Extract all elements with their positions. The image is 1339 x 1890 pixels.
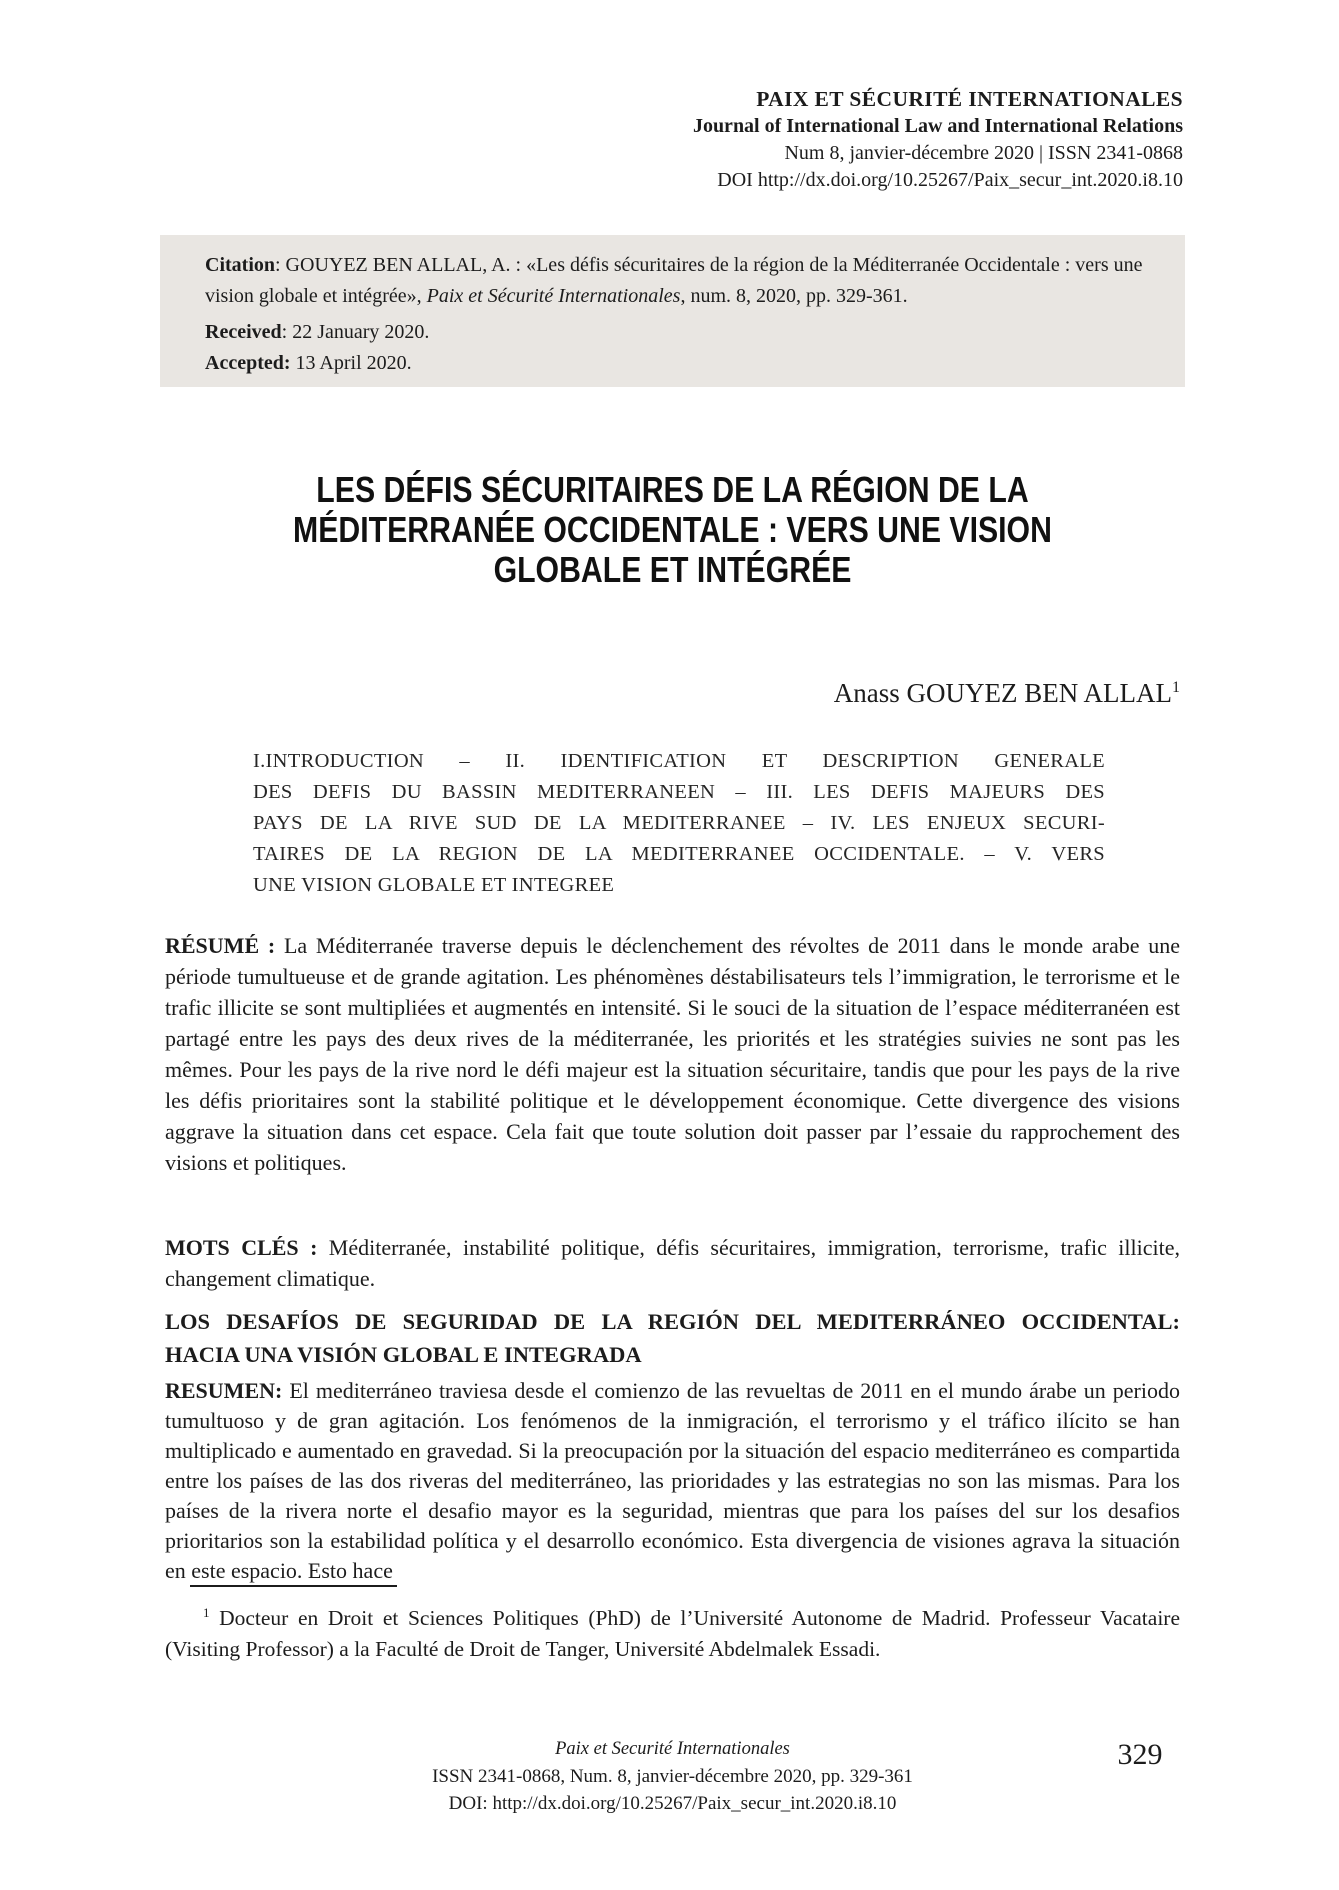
- page-number: 329: [1117, 1738, 1163, 1771]
- abstract-spanish-text: El mediterráneo traviesa desde el comienzo de las revueltas de 2011 en el mundo árabe un periodo tumultuoso y de gran agitación. Los fenómenos de la inmigración, el terrorismo y el tráfico ilícito se han multiplicado e aumentado en gravedad. Si la preocupación por la situación del espacio mediterráneo es compartida entre los países de las dos riveras del mediterráneo, las prioridades y las estrategias no son las mismas. Para los países de la rivera norte el desafio mayor es la seguridad, mientras que para los países del sur los desafios prioritarios son la estabilidad política y el desarrollo económico. Esta divergencia de visiones agrava la situación en este espacio. Esto hace: [165, 1378, 1180, 1583]
- outline-line: UNE VISION GLOBALE ET INTEGREE: [253, 874, 615, 896]
- journal-subtitle: Journal of International Law and International Relations: [692, 115, 1183, 137]
- article-title-line: LES DÉFIS SÉCURITAIRES DE LA RÉGION DE LA: [316, 469, 1029, 510]
- citation-journal-name: Paix et Sécurité Internationales: [426, 285, 681, 307]
- author-name: Anass GOUYEZ BEN ALLAL: [833, 678, 1172, 708]
- footer-doi-line: DOI: http://dx.doi.org/10.25267/Paix_secur_int.2020.i8.10: [448, 1793, 897, 1814]
- accepted-date: 13 April 2020.: [290, 352, 412, 374]
- abstract-french: [165, 930, 1180, 1178]
- spanish-title-line: HACIA UNA VISIÓN GLOBAL E INTEGRADA: [165, 1342, 642, 1367]
- spanish-title: [165, 1305, 1180, 1371]
- abstract-spanish-label: RESUMEN:: [165, 1378, 283, 1403]
- article-title-line: GLOBALE ET INTÉGRÉE: [493, 549, 852, 590]
- citation-text: [205, 250, 1163, 312]
- header-doi: DOI http://dx.doi.org/10.25267/Paix_secur_int.2020.i8.10: [717, 169, 1183, 191]
- outline-line: PAYS DE LA RIVE SUD DE LA MEDITERRANEE – IV. LES ENJEUX SECURI-: [253, 812, 1105, 834]
- footer-issn-line: ISSN 2341-0868, Num. 8, janvier-décembre 2020, pp. 329-361: [432, 1766, 913, 1787]
- journal-title: PAIX ET SÉCURITÉ INTERNATIONALES: [756, 87, 1183, 111]
- citation-body: : GOUYEZ BEN ALLAL, A. : «Les défis sécuritaires de la région de la Méditerranée Occidentale : vers une vision globale et intégrée»,: [205, 254, 1143, 307]
- abstract-french-label: RÉSUMÉ :: [165, 933, 276, 958]
- abstract-spanish: [165, 1376, 1180, 1586]
- citation-box: [160, 235, 1185, 387]
- keywords-french-text: Méditerranée, instabilité politique, défis sécuritaires, immigration, terrorisme, trafic illicite, changement climatique.: [165, 1235, 1180, 1291]
- outline-line: DES DEFIS DU BASSIN MEDITERRANEEN – III. LES DEFIS MAJEURS DES: [253, 781, 1105, 803]
- received-line: [205, 317, 1163, 348]
- issue-info: Num 8, janvier-décembre 2020 | ISSN 2341-0868: [784, 142, 1183, 164]
- received-date: : 22 January 2020.: [281, 321, 430, 343]
- abstract-french-text: La Méditerranée traverse depuis le déclenchement des révoltes de 2011 dans le monde arabe une période tumultueuse et de grande agitation. Les phénomènes déstabilisateurs tels l’immigration, le terrorisme et le trafic illicite se sont multipliées et augmentés en intensité. Si le souci de la situation de l’espace méditerranéen est partagé entre les pays des deux rives de la méditerranée, les priorités et les stratégies suivies ne sont pas les mêmes. Pour les pays de la rive nord le défi majeur est la situation sécuritaire, tandis que pour les pays de la rive les défis prioritaires sont la stabilité politique et le développement économique. Cette divergence des visions aggrave la situation dans cet espace. Cela fait que toute solution doit passer par l’essaie du rapprochement des visions et politiques.: [165, 933, 1180, 1175]
- author-byline: [165, 678, 1180, 709]
- page-footer: [165, 1736, 1180, 1817]
- article-title-line: MÉDITERRANÉE OCCIDENTALE : VERS UNE VISION: [293, 509, 1052, 550]
- footnote: [165, 1597, 1180, 1665]
- footer-journal-name: Paix et Securité Internationales: [555, 1739, 790, 1759]
- accepted-label: Accepted:: [205, 352, 291, 374]
- citation-pages: , num. 8, 2020, pp. 329-361.: [680, 285, 908, 307]
- spanish-title-line: LOS DESAFÍOS DE SEGURIDAD DE LA REGIÓN DEL MEDITERRÁNEO OCCIDENTAL:: [165, 1309, 1180, 1334]
- keywords-french-label: MOTS CLÉS :: [165, 1235, 318, 1260]
- article-title: [246, 470, 1099, 590]
- footnote-marker: 1: [203, 1605, 210, 1620]
- article-outline: [253, 746, 1105, 901]
- keywords-french: [165, 1232, 1180, 1294]
- footnote-text: Docteur en Droit et Sciences Politiques (PhD) de l’Université Autonome de Madrid. Professeur Vacataire (Visiting Professor) a la Faculté de Droit de Tanger, Université Abdelmalek Essadi.: [165, 1606, 1180, 1662]
- citation-label: Citation: [205, 254, 275, 276]
- received-label: Received: [205, 321, 282, 343]
- outline-line: TAIRES DE LA REGION DE LA MEDITERRANEE OCCIDENTALE. – V. VERS: [253, 843, 1105, 865]
- outline-line: I.INTRODUCTION – II. IDENTIFICATION ET DESCRIPTION GENERALE: [253, 750, 1105, 772]
- author-footnote-ref: 1: [1172, 679, 1180, 696]
- footnote-separator: [190, 1585, 397, 1587]
- accepted-line: [205, 348, 1163, 379]
- masthead: [165, 86, 1183, 194]
